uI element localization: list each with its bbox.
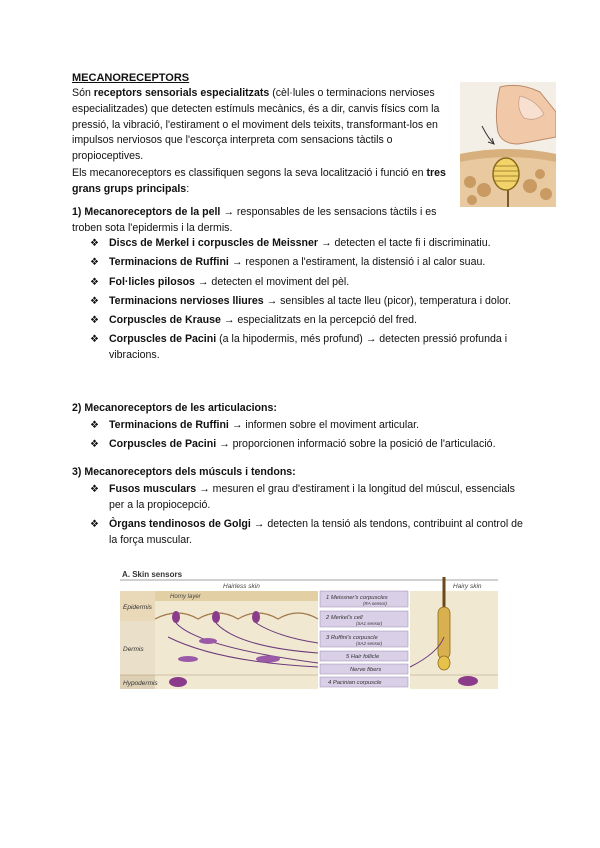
label-ruffini: 3 Ruffini's corpuscle — [326, 635, 378, 641]
item-term: Fol·licles pilosos — [109, 275, 195, 288]
label-merkel-sub: (SA1 sensor) — [356, 621, 383, 626]
section3-heading: 3) Mecanoreceptors dels músculs i tendons: — [72, 466, 296, 478]
layer-dermis: Dermis — [123, 646, 144, 653]
item-term: Discs de Merkel i corpuscles de Meissner — [109, 237, 319, 249]
section1-list — [90, 236, 530, 368]
bullet-icon: ❖ — [90, 420, 99, 431]
bullet-icon: ❖ — [90, 276, 99, 288]
section1-desc: → responsables de les sensacions tàctils i es troben sota l'epidermis i la dermis. — [72, 206, 437, 234]
figure-title: A. Skin sensors — [122, 570, 183, 579]
classification-paragraph — [72, 166, 452, 198]
section2-heading: 2) Mecanoreceptors de les articulacions: — [72, 402, 277, 414]
label-nerve-fibers: Nerve fibers — [350, 667, 382, 673]
list-item — [90, 313, 530, 329]
item-desc: → detecten el moviment del pèl. — [194, 275, 350, 288]
horny-layer-label: Horny layer — [170, 594, 201, 600]
item-desc: → detecten el tacte fi i discriminatiu. — [318, 237, 491, 249]
bullet-icon: ❖ — [90, 238, 99, 249]
item-term: Terminacions nervioses lliures — [109, 294, 264, 307]
bullet-icon: ❖ — [90, 484, 99, 495]
list-item — [90, 332, 530, 364]
label-meissner: 1 Meissner's corpuscles — [326, 595, 388, 601]
bullet-icon: ❖ — [90, 334, 99, 346]
label-pacinian: 4 Pacinian corpuscle — [328, 680, 382, 686]
page-title: MECANORECEPTORS — [72, 72, 190, 84]
hairless-label: Hairless skin — [223, 583, 260, 590]
intro-bold: receptors sensorials especialitzats — [93, 87, 270, 99]
layer-epidermis: Epidermis — [123, 604, 152, 611]
item-term: Terminacions de Ruffini — [109, 419, 229, 431]
bullet-icon: ❖ — [90, 519, 99, 531]
item-desc: → responen a l'estirament, la distensió i al calor suau. — [228, 256, 486, 269]
item-term: Òrgans tendinosos de Golgi — [109, 518, 251, 531]
item-term: Fusos musculars — [109, 483, 197, 495]
section3-list — [90, 482, 530, 552]
list-item — [90, 437, 530, 453]
classification-post: : — [186, 182, 190, 195]
layer-hypodermis: Hypodermis — [123, 680, 158, 687]
list-item — [90, 517, 530, 549]
item-desc: → mesuren el grau d'estirament i la longitud del múscul, essencials per a la propiocepció. — [109, 483, 515, 511]
finger-touch-illustration — [460, 82, 556, 207]
list-item — [90, 236, 530, 252]
section2-list — [90, 418, 530, 457]
item-desc: → proporcionen informació sobre la posició de l'articulació. — [216, 438, 496, 451]
section1-intro — [72, 205, 447, 237]
classification-pre: Els mecanoreceptors es classifiquen segons la seva localització i funció en — [72, 167, 427, 179]
label-ruffini-sub: (SA2 sensor) — [356, 641, 383, 646]
classification-bold: tres grans grups principals — [72, 167, 446, 195]
item-term: Corpuscles de Krause — [109, 314, 221, 327]
item-desc: (a la hipodermis, més profund) → detecten pressió profunda i vibracions. — [109, 333, 508, 362]
item-term: Corpuscles de Pacini — [109, 438, 217, 451]
bullet-icon: ❖ — [90, 439, 99, 451]
hairy-label: Hairy skin — [453, 583, 482, 590]
intro-paragraph — [72, 86, 457, 165]
section1-heading: 1) Mecanoreceptors de la pell — [72, 206, 221, 218]
list-item — [90, 418, 530, 434]
item-desc: → informen sobre el moviment articular. — [228, 419, 420, 431]
item-desc: → detecten la tensió als tendons, contribuint al control de la força muscular. — [109, 518, 523, 546]
label-meissner-sub: (RA sensor) — [363, 601, 387, 606]
bullet-icon: ❖ — [90, 257, 99, 269]
list-item — [90, 482, 530, 514]
list-item — [90, 294, 530, 310]
intro-pre: Són — [72, 87, 94, 99]
item-term: Terminacions de Ruffini — [109, 256, 229, 269]
item-desc: → especialitzats en la percepció del fred. — [220, 314, 417, 327]
label-hair-follicle: 5 Hair follicle — [346, 654, 380, 660]
intro-post: (cèl·lules o terminacions nervioses especialitzades) que detecten estímuls mecànics, és a dir, canvis físics com la pressió, la vibració, l'estirament o el moviment dels teixits, transformant-los en impulsos nerviosos que l'escorça interpreta com sensacions tàctils o propioceptives. — [72, 87, 440, 163]
item-desc: → sensibles al tacte lleu (picor), temperatura i dolor. — [263, 294, 511, 307]
list-item — [90, 275, 530, 291]
list-item — [90, 255, 530, 271]
bullet-icon: ❖ — [90, 315, 99, 327]
bullet-icon: ❖ — [90, 295, 99, 307]
skin-sensors-figure — [118, 567, 500, 690]
label-merkel: 2 Merkel's cell — [326, 615, 363, 621]
item-term: Corpuscles de Pacini — [109, 333, 217, 346]
